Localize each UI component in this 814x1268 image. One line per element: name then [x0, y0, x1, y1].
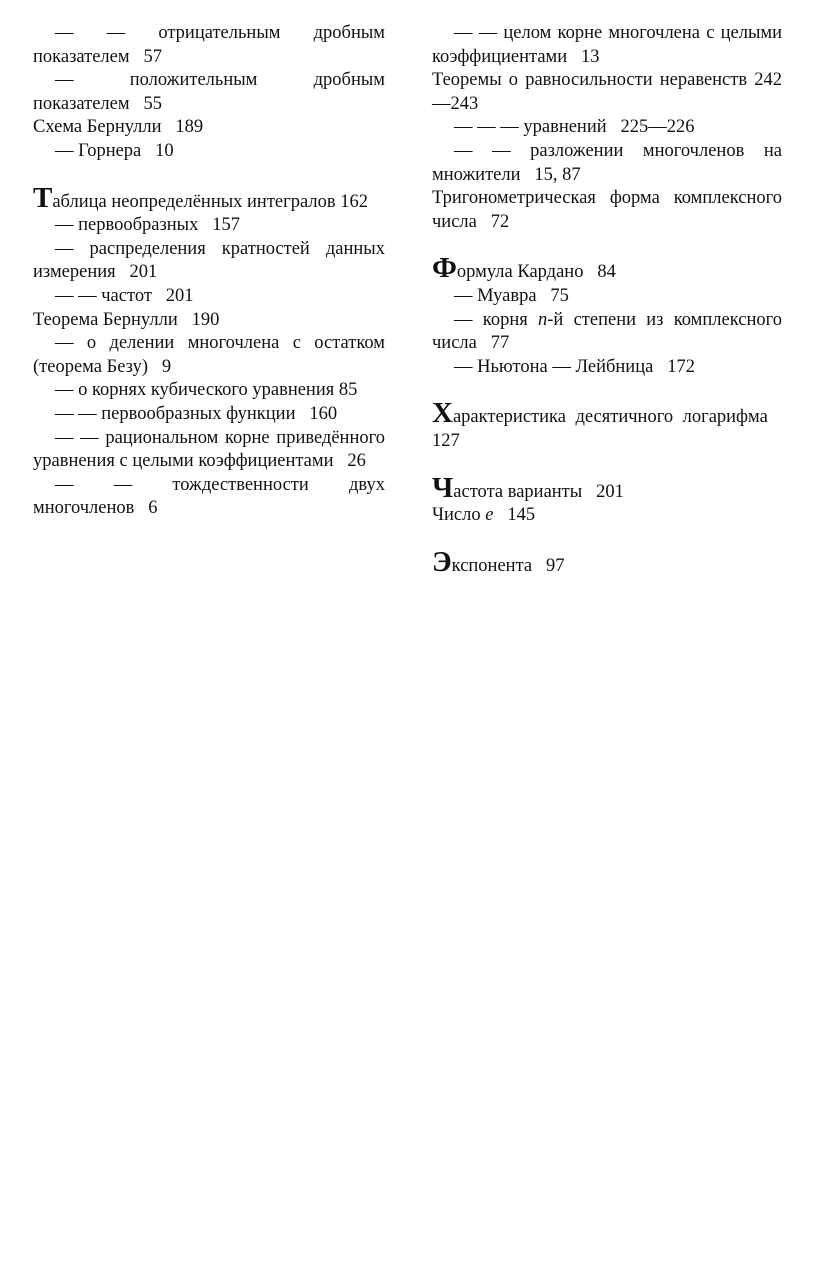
index-entry: — первообразных 157 — [55, 215, 240, 236]
index-entry: — — отрицательным дробным показателем 57 — [33, 23, 385, 67]
index-entry: — положительным дробным показателем 55 — [33, 70, 385, 114]
index-entry: — — тождественности двух многочленов 6 — [33, 474, 385, 519]
section-heading: Характеристика десятичного логарифма 127 — [432, 397, 768, 451]
section-heading: Формула Кардано 84 — [432, 252, 616, 285]
index-entry: — — разложении многочленов на множители 15, 87 — [432, 140, 782, 185]
index-entry: — о делении многочлена с остатком (теорема Безу) 9 — [33, 333, 385, 377]
index-entry: — распределения кратностей данных измерения 201 — [33, 238, 385, 283]
index-entry: — — — уравнений 225—226 — [454, 117, 695, 138]
section-letter: Ч — [432, 471, 454, 504]
index-entry: — Горнера 10 — [55, 140, 174, 161]
section-h — [432, 397, 782, 453]
section-letter: Э — [432, 545, 452, 578]
right-column — [432, 22, 782, 578]
index-entry: — корня n-й степени из комплексного числа 77 — [432, 309, 782, 354]
section-letter: Т — [33, 181, 53, 214]
section-heading: Экспонента 97 — [432, 545, 565, 578]
index-entry: — — рациональном корне приведённого уравнения с целыми коэффициентами 26 — [33, 427, 385, 472]
index-entry: — — первообразных функции 160 — [55, 403, 338, 424]
section-heading: Таблица неопределённых интегралов 162 — [33, 181, 368, 214]
index-entry: Тригонометрическая форма комплексного числа 72 — [432, 188, 782, 232]
section-letter: Х — [432, 397, 453, 430]
index-entry: — о корнях кубического уравнения 85 — [55, 380, 358, 401]
section-ch — [432, 471, 782, 528]
section-e — [432, 545, 782, 579]
section-f — [432, 252, 782, 379]
section-t — [33, 181, 385, 521]
index-entry: — Ньютона — Лейбница 172 — [454, 356, 695, 377]
left-column — [33, 22, 385, 521]
index-entry: Число e 145 — [432, 505, 536, 526]
index-entry: Теоремы о равносильности неравенств 242—243 — [432, 70, 782, 114]
index-entry: Теорема Бернулли 190 — [33, 309, 220, 330]
index-entry: Схема Бернулли 189 — [33, 117, 204, 138]
index-entry: — Муавра 75 — [454, 285, 569, 306]
index-entry: — — частот 201 — [55, 285, 194, 306]
index-entry: — — целом корне многочлена с целыми коэффициентами 13 — [432, 23, 782, 67]
section-letter: Ф — [432, 252, 457, 285]
section-heading: Частота варианты 201 — [432, 471, 624, 504]
